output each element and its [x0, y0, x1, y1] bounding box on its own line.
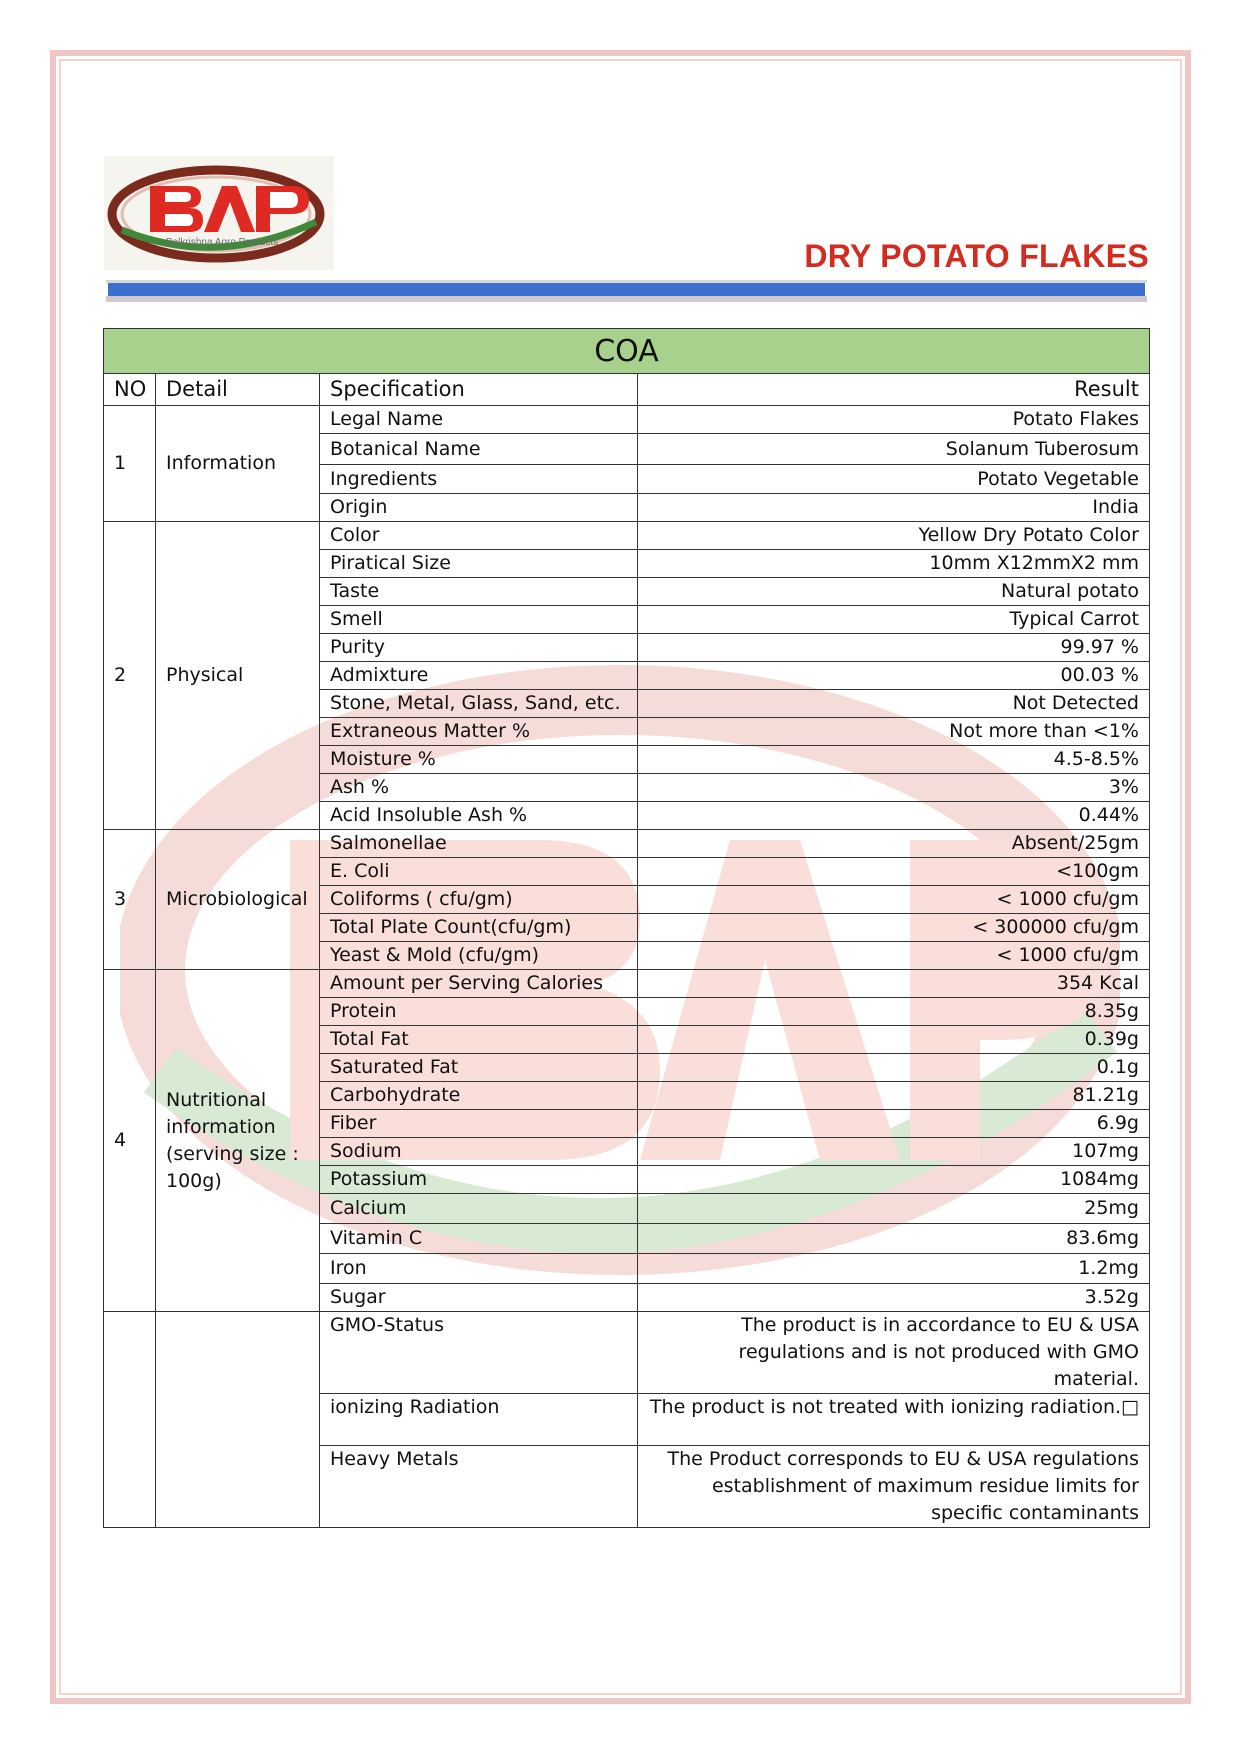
- specification-cell: Origin: [320, 494, 638, 522]
- specification-cell: Amount per Serving Calories: [320, 970, 638, 998]
- specification-cell: Botanical Name: [320, 434, 638, 465]
- specification-cell: Moisture %: [320, 746, 638, 774]
- coa-table: [103, 328, 1150, 1528]
- specification-cell: Sodium: [320, 1138, 638, 1166]
- result-cell: Not Detected: [638, 690, 1150, 718]
- result-cell: India: [638, 494, 1150, 522]
- result-cell: 3%: [638, 774, 1150, 802]
- result-cell: 25mg: [638, 1194, 1150, 1224]
- specification-cell: Color: [320, 522, 638, 550]
- header-specification: Specification: [320, 374, 638, 406]
- result-cell: 0.1g: [638, 1054, 1150, 1082]
- specification-cell: E. Coli: [320, 858, 638, 886]
- header-bar: [108, 283, 1145, 296]
- result-cell: 99.97 %: [638, 634, 1150, 662]
- result-cell: 00.03 %: [638, 662, 1150, 690]
- specification-cell: Piratical Size: [320, 550, 638, 578]
- result-cell: Absent/25gm: [638, 830, 1150, 858]
- table-row: [104, 970, 1150, 998]
- result-cell: 6.9g: [638, 1110, 1150, 1138]
- table-row: [104, 406, 1150, 434]
- specification-cell: Salmonellae: [320, 830, 638, 858]
- specification-cell: Coliforms ( cfu/gm): [320, 886, 638, 914]
- specification-cell: Vitamin C: [320, 1224, 638, 1254]
- result-cell: 3.52g: [638, 1284, 1150, 1312]
- specification-cell: GMO-Status: [320, 1312, 638, 1394]
- group-number: 4: [104, 970, 156, 1312]
- group-detail: [156, 1312, 320, 1528]
- table-row: [104, 830, 1150, 858]
- specification-cell: Admixture: [320, 662, 638, 690]
- document-title: DRY POTATO FLAKES: [804, 238, 1149, 274]
- group-number: 1: [104, 406, 156, 522]
- specification-cell: ionizing Radiation: [320, 1394, 638, 1446]
- group-detail: Physical: [156, 522, 320, 830]
- specification-cell: Iron: [320, 1254, 638, 1284]
- result-cell: 4.5-8.5%: [638, 746, 1150, 774]
- header-detail: Detail: [156, 374, 320, 406]
- result-cell: The Product corresponds to EU & USA regulations establishment of maximum residue limits for specific contaminants: [638, 1446, 1150, 1528]
- result-cell: < 1000 cfu/gm: [638, 886, 1150, 914]
- specification-cell: Calcium: [320, 1194, 638, 1224]
- specification-cell: Yeast & Mold (cfu/gm): [320, 942, 638, 970]
- result-cell: 81.21g: [638, 1082, 1150, 1110]
- specification-cell: Taste: [320, 578, 638, 606]
- header-bar-shadow: [106, 296, 1147, 302]
- result-cell: 83.6mg: [638, 1224, 1150, 1254]
- specification-cell: Smell: [320, 606, 638, 634]
- specification-cell: Ash %: [320, 774, 638, 802]
- header-no: NO: [104, 374, 156, 406]
- result-cell: < 1000 cfu/gm: [638, 942, 1150, 970]
- specification-cell: Acid Insoluble Ash %: [320, 802, 638, 830]
- coa-caption: COA: [104, 329, 1150, 374]
- result-cell: The product is in accordance to EU & USA regulations and is not produced with GMO material.: [638, 1312, 1150, 1394]
- header-result: Result: [638, 374, 1150, 406]
- group-detail: Nutritional information (serving size : 100g): [156, 970, 320, 1312]
- result-cell: 8.35g: [638, 998, 1150, 1026]
- result-cell: Typical Carrot: [638, 606, 1150, 634]
- result-cell: Natural potato: [638, 578, 1150, 606]
- specification-cell: Heavy Metals: [320, 1446, 638, 1528]
- result-cell: Potato Vegetable: [638, 465, 1150, 494]
- specification-cell: Potassium: [320, 1166, 638, 1194]
- group-detail: Microbiological: [156, 830, 320, 970]
- result-cell: The product is not treated with ionizing radiation.□: [638, 1394, 1150, 1446]
- specification-cell: Total Fat: [320, 1026, 638, 1054]
- group-number: [104, 1312, 156, 1528]
- result-cell: 1.2mg: [638, 1254, 1150, 1284]
- specification-cell: Saturated Fat: [320, 1054, 638, 1082]
- specification-cell: Fiber: [320, 1110, 638, 1138]
- result-cell: 1084mg: [638, 1166, 1150, 1194]
- group-detail: Information: [156, 406, 320, 522]
- result-cell: 354 Kcal: [638, 970, 1150, 998]
- result-cell: Yellow Dry Potato Color: [638, 522, 1150, 550]
- result-cell: Not more than <1%: [638, 718, 1150, 746]
- specification-cell: Purity: [320, 634, 638, 662]
- result-cell: <100gm: [638, 858, 1150, 886]
- coa-caption-row: [104, 329, 1150, 374]
- table-row: [104, 1312, 1150, 1394]
- logo-subtext: Balkrishna Agro Products: [165, 237, 279, 248]
- specification-cell: Stone, Metal, Glass, Sand, etc.: [320, 690, 638, 718]
- specification-cell: Ingredients: [320, 465, 638, 494]
- specification-cell: Protein: [320, 998, 638, 1026]
- specification-cell: Total Plate Count(cfu/gm): [320, 914, 638, 942]
- table-header-row: [104, 374, 1150, 406]
- specification-cell: Sugar: [320, 1284, 638, 1312]
- group-number: 3: [104, 830, 156, 970]
- company-logo: [104, 156, 334, 270]
- table-row: [104, 522, 1150, 550]
- result-cell: 10mm X12mmX2 mm: [638, 550, 1150, 578]
- group-number: 2: [104, 522, 156, 830]
- result-cell: Potato Flakes: [638, 406, 1150, 434]
- specification-cell: Legal Name: [320, 406, 638, 434]
- result-cell: 0.44%: [638, 802, 1150, 830]
- result-cell: < 300000 cfu/gm: [638, 914, 1150, 942]
- result-cell: 107mg: [638, 1138, 1150, 1166]
- specification-cell: Carbohydrate: [320, 1082, 638, 1110]
- result-cell: 0.39g: [638, 1026, 1150, 1054]
- specification-cell: Extraneous Matter %: [320, 718, 638, 746]
- result-cell: Solanum Tuberosum: [638, 434, 1150, 465]
